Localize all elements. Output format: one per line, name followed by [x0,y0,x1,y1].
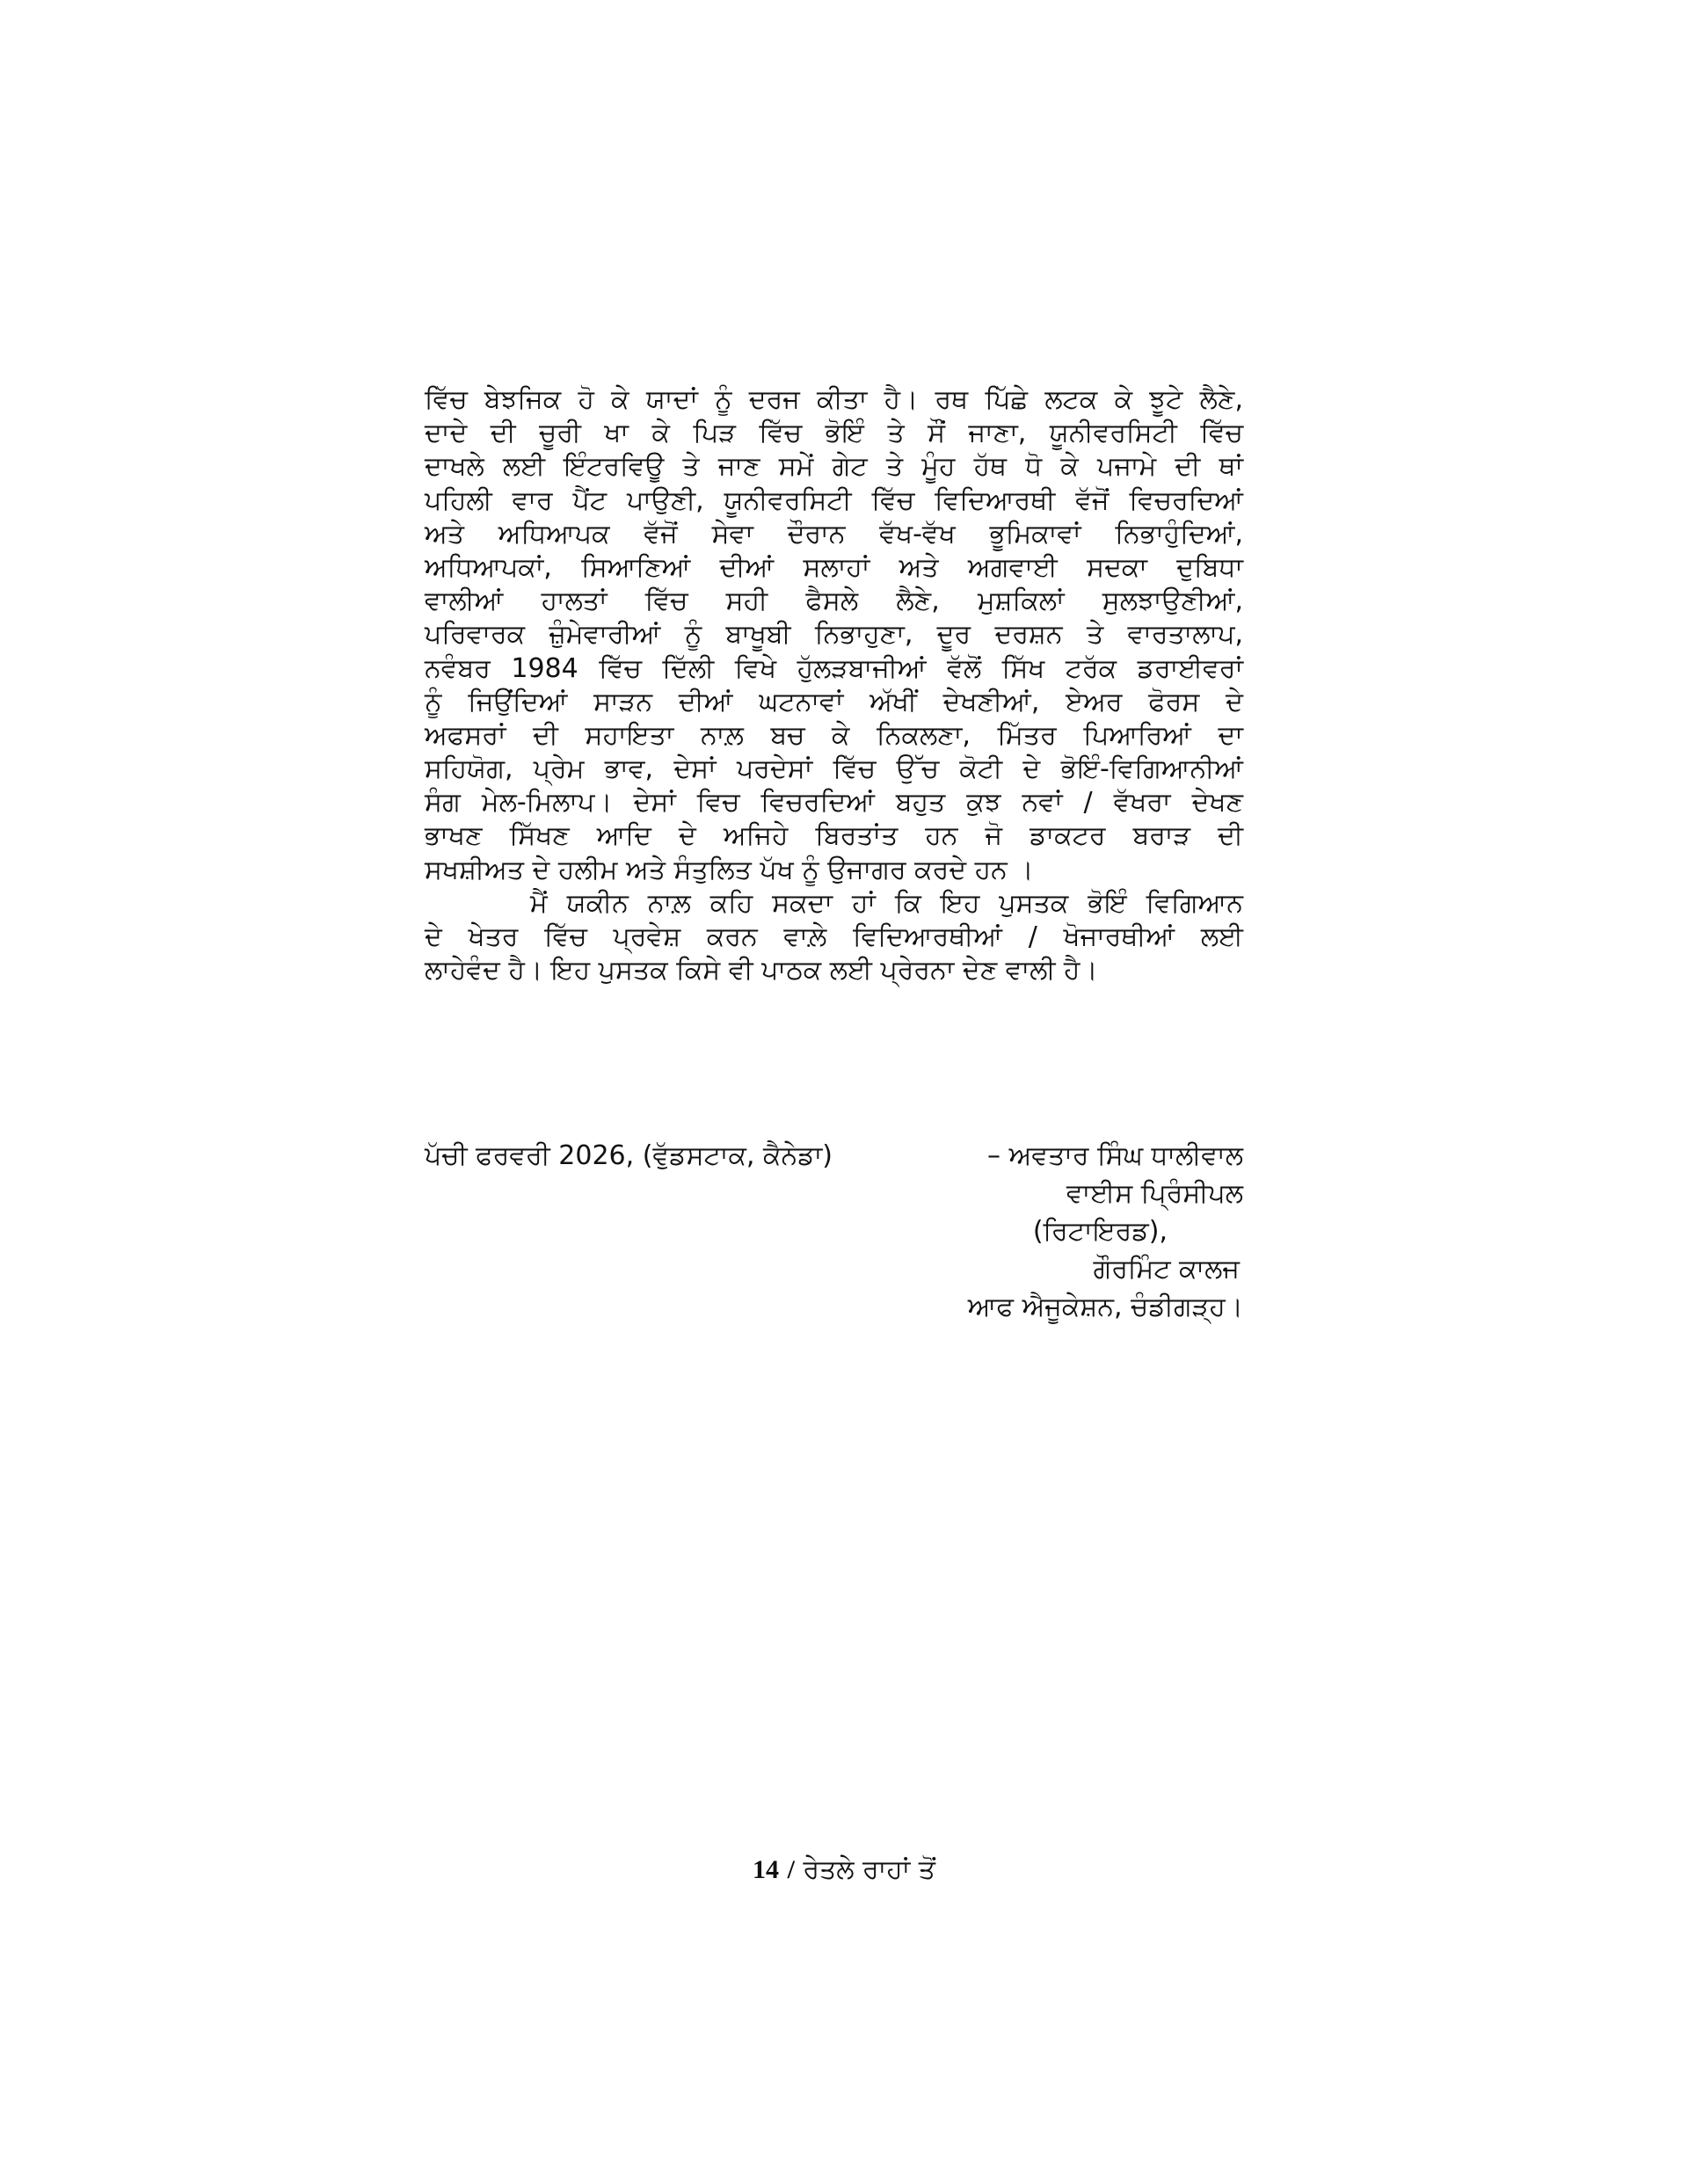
body-line-paragraph-end: ਸਖਸ਼ੀਅਤ ਦੇ ਹਲੀਮ ਅਤੇ ਸੰਤੁਲਿਤ ਪੱਖ ਨੂੰ ਉਜਾਗਰ ਕਰਦੇ ਹਨ । [425,854,1034,885]
body-line: ਸੰਗ ਮੇਲ-ਮਿਲਾਪ। ਦੇਸਾਂ ਵਿਚ ਵਿਚਰਦਿਆਂ ਬਹੁਤ ਕੁਝ ਨਵਾਂ / ਵੱਖਰਾ ਦੇਖਣ [425,787,1243,819]
body-text [425,383,1243,987]
author-designation: ਵਾਈਸ ਪ੍ਰਿੰਸੀਪਲ [1066,1178,1243,1209]
footer-separator: / [787,1855,795,1884]
body-line: ਵਾਲੀਆਂ ਹਾਲਤਾਂ ਵਿੱਚ ਸਹੀ ਫੈਸਲੇ ਲੈਣੇ, ਮੁਸ਼ਕਿਲਾਂ ਸੁਲਝਾਉਣੀਆਂ, [425,586,1243,617]
body-line: ਅਤੇ ਅਧਿਆਪਕ ਵੱਜੋਂ ਸੇਵਾ ਦੌਰਾਨ ਵੱਖ-ਵੱਖ ਭੂਮਿਕਾਵਾਂ ਨਿਭਾਹੁੰਦਿਆਂ, [425,518,1243,550]
author-status: (ਰਿਟਾਇਰਡ), [1032,1216,1168,1247]
body-line: ਭਾਖਣ ਸਿੱਖਣ ਆਦਿ ਦੇ ਅਜਿਹੇ ਬਿਰਤਾਂਤ ਹਨ ਜੋ ਡਾਕਟਰ ਬਰਾੜ ਦੀ [425,820,1243,852]
body-line-paragraph-start: ਮੈਂ ਯਕੀਨ ਨਾਲ਼ ਕਹਿ ਸਕਦਾ ਹਾਂ ਕਿ ਇਹ ਪੁਸਤਕ ਭੋਇੰ ਵਿਗਿਆਨ [530,887,1243,919]
signature-block [425,1137,1243,1326]
body-line: ਅਫਸਰਾਂ ਦੀ ਸਹਾਇਤਾ ਨਾਲ਼ ਬਚ ਕੇ ਨਿਕਲਣਾ, ਮਿੱਤਰ ਪਿਆਰਿਆਂ ਦਾ [425,719,1243,751]
page-number: 14 [753,1855,780,1884]
body-line: ਸਹਿਯੋਗ, ਪ੍ਰੇਮ ਭਾਵ, ਦੇਸਾਂ ਪਰਦੇਸਾਂ ਵਿੱਚ ਉੱਚ ਕੋਟੀ ਦੇ ਭੋਇੰ-ਵਿਗਿਆਨੀਆਂ [425,753,1243,785]
book-title: ਰੇਤਲੇ ਰਾਹਾਂ ਤੋਂ [803,1854,935,1885]
body-line: ਦੇ ਖੇਤਰ ਵਿੱਚ ਪ੍ਰਵੇਸ਼ ਕਰਨ ਵਾਲ਼ੇ ਵਿਦਿਆਰਥੀਆਂ / ਖੋਜਾਰਥੀਆਂ ਲਈ [425,921,1243,952]
body-line: ਅਧਿਆਪਕਾਂ, ਸਿਆਣਿਆਂ ਦੀਆਂ ਸਲਾਹਾਂ ਅਤੇ ਅਗਵਾਈ ਸਦਕਾ ਦੁਬਿਧਾ [425,551,1243,583]
page-footer [0,1853,1688,1888]
signature-first-row [425,1137,1243,1175]
body-line-paragraph-end: ਲਾਹੇਵੰਦ ਹੈ। ਇਹ ਪੁਸਤਕ ਕਿਸੇ ਵੀ ਪਾਠਕ ਲਈ ਪ੍ਰੇਰਨਾ ਦੇਣ ਵਾਲੀ ਹੈ। [425,955,1098,986]
body-line: ਨਵੰਬਰ 1984 ਵਿੱਚ ਦਿੱਲੀ ਵਿਖੇ ਹੁੱਲੜਬਾਜੀਆਂ ਵੱਲੋਂ ਸਿੱਖ ਟਰੱਕ ਡਰਾਈਵਰਾਂ [425,652,1243,684]
author-name: – ਅਵਤਾਰ ਸਿੰਘ ਧਾਲੀਵਾਲ [987,1140,1243,1171]
body-line: ਪਰਿਵਾਰਕ ਜ਼ੁੰਮੇਵਾਰੀਆਂ ਨੂੰ ਬਾਖੂਬੀ ਨਿਭਾਹੁਣਾ, ਦੂਰ ਦਰਸ਼ਨ ਤੇ ਵਾਰਤਾਲਾਪ, [425,619,1243,651]
body-line: ਵਿੱਚ ਬੇਝਜਿਕ ਹੋ ਕੇ ਯਾਦਾਂ ਨੂੰ ਦਰਜ ਕੀਤਾ ਹੈ। ਰਥ ਪਿੱਛੇ ਲਟਕ ਕੇ ਝੂਟੇ ਲੈਣੇ, [425,384,1243,415]
body-line: ਦਾਖਲੇ ਲਈ ਇੰਟਰਵਿਊ ਤੇ ਜਾਣ ਸਮੇਂ ਗੇਟ ਤੇ ਮੂੰਹ ਹੱਥ ਧੋ ਕੇ ਪਜਾਮੇ ਦੀ ਥਾਂ [425,451,1243,483]
body-line: ਦਾਦੇ ਦੀ ਚੂਰੀ ਖਾ ਕੇ ਪਿੜ ਵਿੱਚ ਭੋਇੰ ਤੇ ਸੌਂ ਜਾਣਾ, ਯੂਨੀਵਰਸਿਟੀ ਵਿੱਚ [425,418,1243,449]
date-place: ਪੱਚੀ ਫਰਵਰੀ 2026, (ਵੁੱਡਸਟਾਕ, ਕੈਨੇਡਾ) [425,1140,833,1171]
author-institution-line2: ਆਫ ਐਜੂਕੇਸ਼ਨ, ਚੰਡੀਗੜ੍ਹ। [967,1292,1243,1322]
author-institution-line1: ਗੌਰਮਿੰਟ ਕਾਲਜ [1093,1254,1240,1285]
body-line: ਨੂੰ ਜਿਉਂਦਿਆਂ ਸਾੜਨ ਦੀਆਂ ਘਟਨਾਵਾਂ ਅੱਖੀਂ ਦੇਖਣੀਆਂ, ਏਅਰ ਫੋਰਸ ਦੇ [425,686,1243,717]
body-line: ਪਹਿਲੀ ਵਾਰ ਪੈਂਟ ਪਾਉਣੀ, ਯੂਨੀਵਰਸਿਟੀ ਵਿੱਚ ਵਿਦਿਆਰਥੀ ਵੱਜੋਂ ਵਿਚਰਦਿਆਂ [425,484,1243,516]
